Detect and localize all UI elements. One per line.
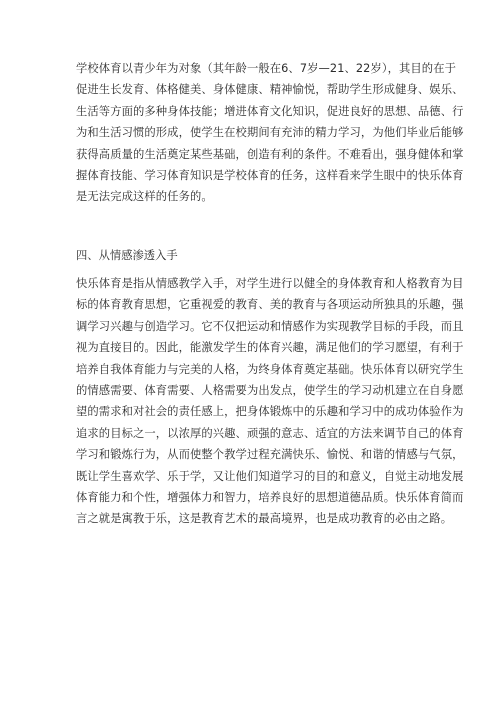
text-line: 培养自我体育能力与完美的人格，为终身体育奠定基础。快乐体育以研究学生 [76,362,464,376]
text-line: 握体育技能、学习体育知识是学校体育的任务，这样看来学生眼中的快乐体育 [76,169,464,183]
text-line: 的情感需要、体育需要、人格需要为出发点，使学生的学习动机建立在自身愿 [76,384,464,398]
text-line: 望的需求和对社会的责任感上，把身体锻炼中的乐趣和学习中的成功体验作为 [76,405,464,419]
text-line: 为和生活习惯的形成，使学生在校期间有充沛的精力学习，为他们毕业后能够 [76,126,464,140]
text-line: 获得高质量的生活奠定某些基础，创造有利的条件。不难看出，强身健体和掌 [76,147,464,161]
text-line: 视为直接目的。因此，能激发学生的体育兴趣，满足他们的学习愿望，有利于 [76,341,464,355]
text-line: 学习和锻炼行为，从而使整个教学过程充满快乐、愉悦、和谐的情感与气氛， [76,448,464,462]
paragraph-happy-pe [76,273,464,530]
text-line: 调学习兴趣与创造学习。它不仅把运动和情感作为实现教学目标的手段，而且 [76,319,464,333]
text-line: 快乐体育是指从情感教学入手，对学生进行以健全的身体教育和人格教育为目 [76,277,464,290]
text-line: 言之就是寓教于乐，这是教育艺术的最高境界，也是成功教育的必由之路。 [76,512,453,526]
text-line: 体育能力和个性，增强体力和智力，培养良好的思想道德品质。快乐体育简而 [76,491,464,505]
text-line: 生活等方面的多种身体技能；增进体育文化知识，促进良好的思想、品德、行 [76,104,464,118]
text-line: 促进生长发育、体格健美、身体健康、精神愉悦，帮助学生形成健身、娱乐、 [76,83,464,97]
section-heading: 四、从情感渗透入手 [76,249,178,262]
text-line: 既让学生喜欢学、乐于学，又让他们知道学习的目的和意义，自觉主动地发展 [76,469,464,483]
text-line: 是无法完成这样的任务的。 [76,190,213,204]
text-line: 追求的目标之一，以浓厚的兴趣、顽强的意志、适宜的方法来调节自己的体育 [76,426,464,440]
text-line: 学校体育以青少年为对象（其年龄一般在6、7岁—21、22岁），其目的在于 [76,62,456,75]
text-line: 标的体育教育思想，它重视爱的教育、美的教育与各项运动所独具的乐趣，强 [76,298,464,312]
paragraph-school-pe-goals [76,58,464,208]
